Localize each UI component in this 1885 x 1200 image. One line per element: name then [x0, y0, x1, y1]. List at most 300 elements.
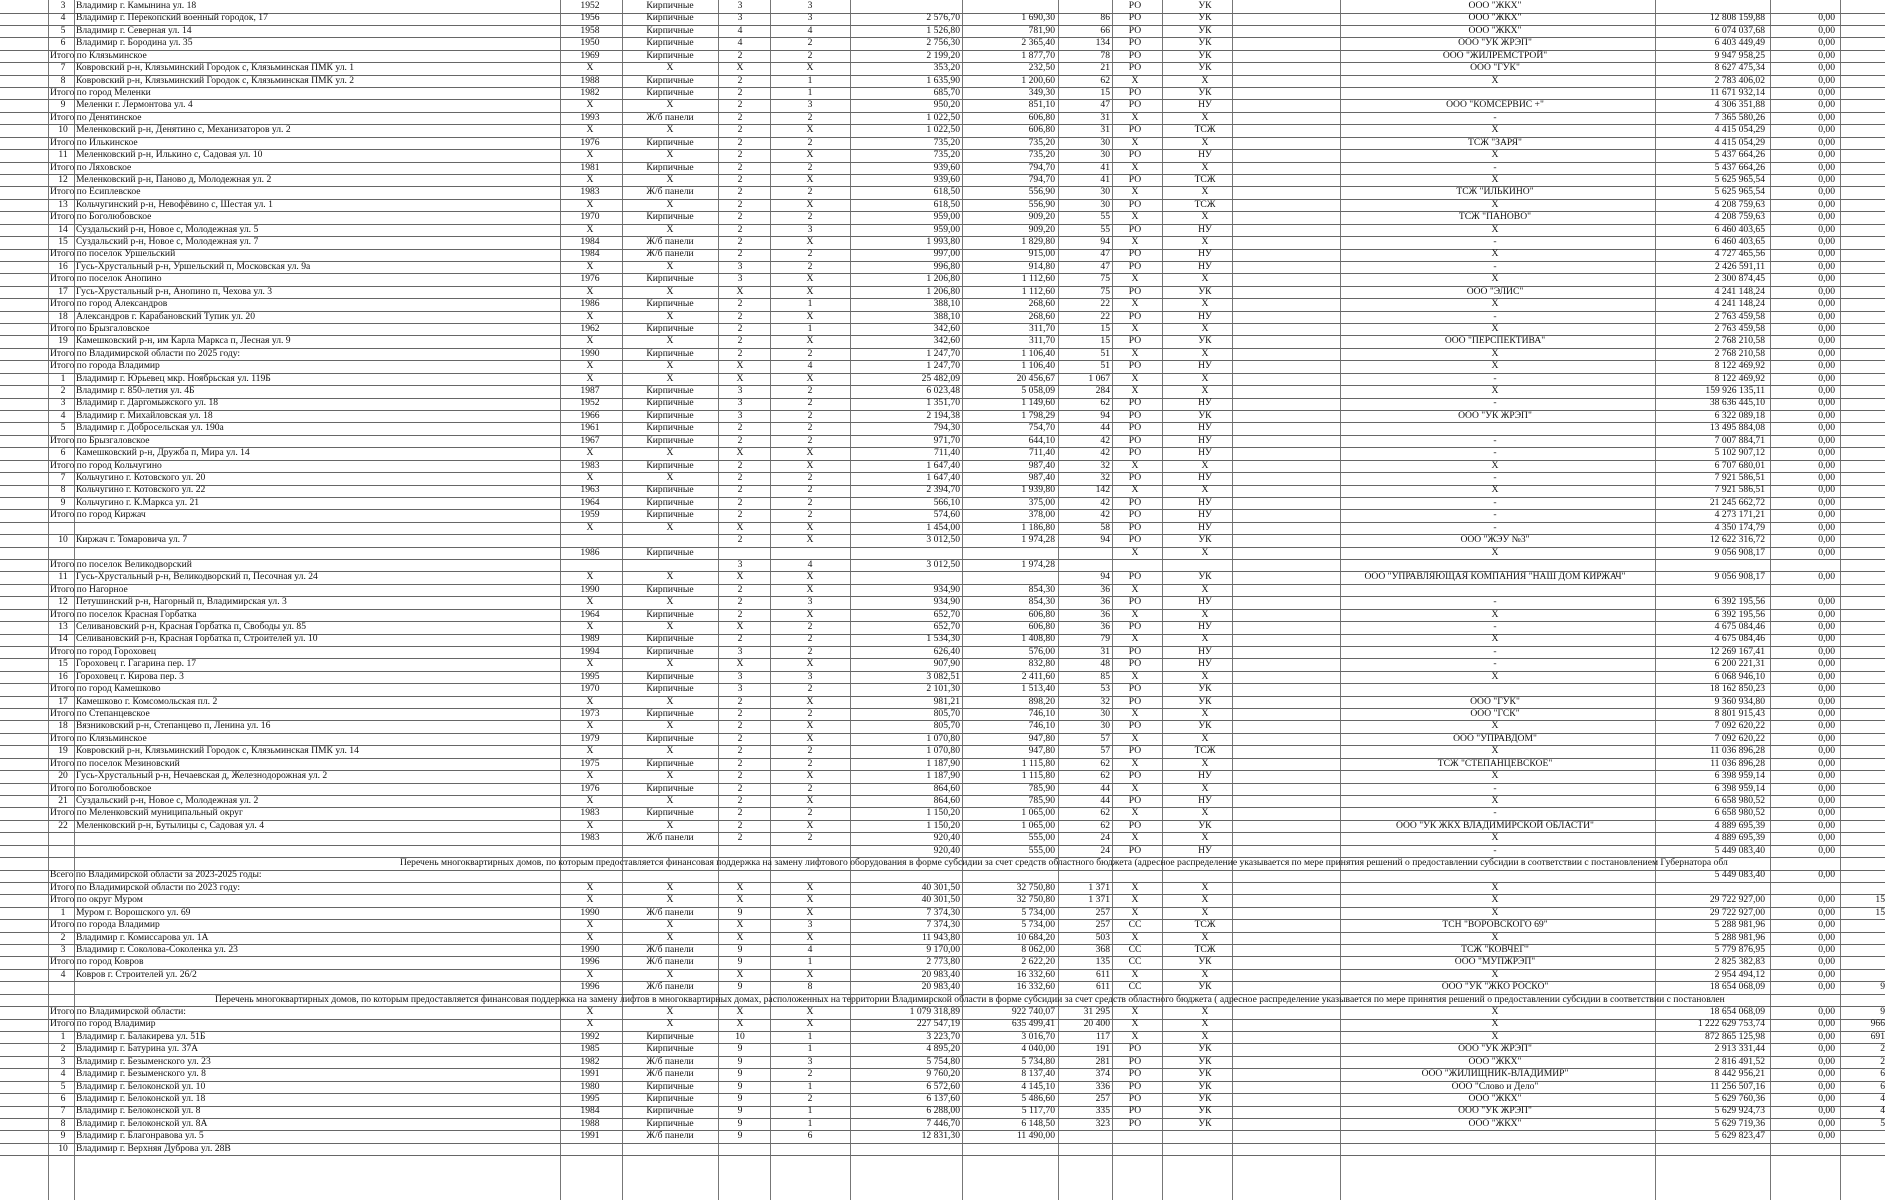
cell-people: 94: [1100, 571, 1110, 583]
cell-addr: Камешковский р-н, Дружба п, Мира ул. 14: [76, 447, 250, 459]
cell-mat: Кирпичные: [646, 385, 694, 396]
cell-floors: 2: [737, 707, 743, 719]
cell-people: 503: [1095, 931, 1110, 943]
cell-living: 16 332,60: [1016, 968, 1055, 980]
cell-cost: 159 926 135,11: [1705, 385, 1765, 396]
cell-area: 934,90: [933, 596, 960, 608]
cell-year: X: [586, 360, 594, 372]
cell-org: X: [1491, 1018, 1499, 1030]
cell-cost: 7 921 586,51: [1714, 484, 1765, 496]
cell-area: 981,21: [933, 695, 960, 707]
cell-living: 606,80: [1028, 124, 1055, 136]
cell-lifts: X: [806, 894, 814, 906]
cell-own: X: [1131, 782, 1139, 794]
cell-own: СС: [1128, 981, 1142, 993]
cell-year: 1983: [580, 832, 600, 844]
cell-addr: Суздальский р-н, Новое с, Молодежная ул. 2: [76, 794, 259, 806]
cell-people: 55: [1100, 211, 1110, 223]
cell-org: ООО "ЖКХ": [1468, 1055, 1522, 1067]
cell-c14: 0,00: [1818, 198, 1835, 210]
cell-mat: Кирпичные: [646, 422, 694, 434]
cell-cost: 5 102 907,12: [1714, 447, 1765, 459]
cell-floors: 9: [737, 956, 743, 968]
cell-no: 6: [60, 447, 66, 459]
cell-people: 31: [1100, 111, 1110, 123]
cell-cost: 8 442 956,21: [1714, 1068, 1765, 1080]
cell-c14: 0,00: [1818, 472, 1835, 483]
cell-cost: 4 273 171,21: [1714, 509, 1765, 521]
cell-c15: 6: [1880, 1068, 1885, 1080]
cell-floors: X: [736, 621, 744, 632]
cell-floors: 9: [737, 906, 743, 918]
cell-mat: X: [666, 720, 674, 732]
cell-lifts: 8: [807, 981, 813, 993]
cell-year: 1970: [580, 683, 600, 695]
cell-year: 1986: [580, 298, 600, 310]
cell-cost: 872 865 125,98: [1705, 1030, 1765, 1042]
cell-mat: X: [666, 124, 674, 136]
cell-floors: 4: [737, 24, 743, 36]
cell-no: 2: [60, 1043, 66, 1055]
cell-no: 11: [58, 149, 68, 160]
cell-org: X: [1491, 459, 1499, 471]
cell-mat: Ж/б панели: [646, 956, 694, 968]
cell-mat: Кирпичные: [646, 273, 694, 285]
cell-org: ТСЖ "КОВЧЕГ": [1461, 943, 1529, 955]
cell-addr: Владимир г. Комиссарова ул. 1А: [76, 931, 209, 943]
cell-lifts: 1: [807, 956, 813, 968]
cell-year: 1985: [580, 1043, 600, 1055]
cell-addr: Итого по город Владимир: [50, 1018, 156, 1030]
cell-org: -: [1493, 397, 1497, 409]
cell-mat: X: [666, 571, 674, 583]
cell-mat: X: [666, 894, 674, 906]
cell-people: 62: [1100, 807, 1110, 819]
cell-addr: Камешково г. Комсомольская пл. 2: [76, 695, 218, 707]
cell-year: 1988: [580, 74, 600, 86]
cell-people: 85: [1100, 670, 1110, 682]
cell-mat: X: [666, 596, 674, 608]
cell-c14: 0,00: [1818, 74, 1835, 86]
cell-mgmt: УК: [1198, 720, 1212, 732]
cell-area: 1 022,50: [926, 124, 960, 136]
cell-own: РО: [1128, 62, 1142, 74]
cell-mgmt: УК: [1198, 819, 1212, 831]
cell-mgmt: НУ: [1198, 794, 1212, 806]
cell-people: 1 371: [1088, 894, 1110, 906]
cell-floors: 9: [737, 1093, 743, 1104]
cell-mgmt: X: [1201, 832, 1209, 844]
cell-mgmt: X: [1201, 546, 1209, 558]
cell-living: 4 145,10: [1021, 1080, 1055, 1092]
cell-no: 12: [58, 173, 68, 185]
cell-year: X: [586, 881, 594, 893]
cell-area: 1 635,90: [926, 74, 960, 86]
cell-own: РО: [1128, 645, 1142, 657]
cell-org: X: [1491, 223, 1499, 235]
cell-own: X: [1131, 273, 1139, 285]
cell-living: 576,00: [1028, 645, 1055, 657]
cell-lifts: X: [806, 658, 814, 670]
cell-year: 1958: [580, 24, 600, 36]
cell-people: 257: [1095, 906, 1110, 918]
cell-year: 1962: [580, 322, 600, 334]
cell-area: 6 137,60: [926, 1093, 960, 1104]
cell-floors: 3: [737, 385, 743, 396]
cell-area: 1 526,80: [926, 24, 960, 36]
cell-c14: 0,00: [1818, 447, 1835, 459]
cell-lifts: 2: [807, 633, 813, 645]
cell-org: -: [1493, 496, 1497, 508]
cell-c15: 966: [1870, 1018, 1885, 1030]
cell-area: 1 534,30: [926, 633, 960, 645]
cell-mgmt: УК: [1198, 1117, 1212, 1129]
cell-year: 1984: [580, 248, 600, 260]
cell-mat: X: [666, 173, 674, 185]
cell-no: 20: [58, 770, 68, 781]
cell-org: ТСЖ "ПАНОВО": [1458, 211, 1532, 223]
cell-own: РО: [1128, 521, 1142, 533]
cell-cost: 2 783 406,02: [1714, 74, 1765, 86]
cell-floors: 2: [737, 211, 743, 223]
cell-own: РО: [1128, 310, 1142, 322]
cell-living: 754,70: [1028, 422, 1055, 434]
cell-mat: Кирпичные: [646, 409, 694, 421]
cell-living: 2 365,40: [1021, 37, 1055, 49]
cell-people: 36: [1100, 596, 1110, 608]
cell-mat: Кирпичные: [646, 496, 694, 508]
cell-year: 1959: [580, 509, 600, 521]
cell-people: 66: [1100, 24, 1110, 36]
cell-year: 1982: [580, 86, 600, 98]
cell-area: 959,00: [933, 211, 960, 223]
cell-year: X: [586, 198, 594, 210]
cell-org: X: [1491, 347, 1499, 359]
cell-addr: Владимир г. Благонравова ул. 5: [76, 1130, 204, 1142]
cell-lifts: 2: [807, 49, 813, 61]
cell-year: 1976: [580, 273, 600, 285]
cell-addr: Итого по город Камешково: [50, 683, 161, 695]
cell-org: ООО "УПРАВДОМ": [1453, 732, 1537, 744]
cell-area: 227 547,19: [916, 1018, 960, 1030]
cell-people: 94: [1100, 236, 1110, 247]
cell-year: 1966: [580, 409, 600, 421]
cell-own: X: [1131, 807, 1139, 819]
cell-own: X: [1131, 894, 1139, 906]
cell-addr: Владимир г. Белоконской ул. 10: [76, 1080, 206, 1092]
cell-cost: 4 415 054,29: [1714, 124, 1765, 136]
cell-c14: 0,00: [1818, 509, 1835, 521]
cell-cost: 6 068 946,10: [1714, 670, 1765, 682]
cell-floors: 3: [737, 683, 743, 695]
cell-own: РО: [1128, 1055, 1142, 1067]
cell-lifts: 2: [807, 136, 813, 148]
cell-lifts: X: [806, 968, 814, 980]
cell-area: 4 895,20: [926, 1043, 960, 1055]
cell-living: 1 106,40: [1021, 360, 1055, 372]
cell-c14: 0,00: [1818, 1018, 1835, 1030]
cell-area: 1 187,90: [926, 770, 960, 781]
cell-floors: 2: [737, 770, 743, 781]
cell-lifts: 2: [807, 397, 813, 409]
cell-people: 30: [1100, 149, 1110, 160]
cell-mgmt: НУ: [1198, 422, 1212, 434]
cell-living: 5 058,09: [1021, 385, 1055, 396]
cell-living: 1 829,80: [1021, 236, 1055, 247]
cell-living: 1 798,29: [1021, 409, 1055, 421]
cell-addr: Гороховец г. Кирова пер. 3: [76, 670, 184, 682]
cell-cost: 2 426 591,11: [1714, 260, 1765, 272]
cell-living: 311,70: [1028, 335, 1055, 347]
cell-cost: 4 241 148,24: [1714, 285, 1765, 297]
cell-cost: 4 889 695,39: [1714, 819, 1765, 831]
cell-lifts: 3: [807, 12, 813, 24]
cell-mgmt: X: [1201, 906, 1209, 918]
cell-own: X: [1131, 608, 1139, 620]
cell-area: 1 247,70: [926, 360, 960, 372]
cell-lifts: 3: [807, 1055, 813, 1067]
cell-floors: X: [736, 571, 744, 583]
cell-addr: Владимир г. Михайловская ул. 18: [76, 409, 213, 421]
cell-addr: Владимир г. Даргомыжского ул. 18: [76, 397, 219, 409]
cell-cost: 29 722 927,00: [1709, 894, 1765, 906]
cell-c14: 0,00: [1818, 298, 1835, 310]
cell-mat: Кирпичные: [646, 347, 694, 359]
cell-living: 5 734,00: [1021, 906, 1055, 918]
cell-mat: X: [666, 819, 674, 831]
cell-c14: 0,00: [1818, 832, 1835, 844]
cell-cost: 6 658 980,52: [1714, 807, 1765, 819]
cell-people: 32: [1100, 472, 1110, 483]
cell-cost: 18 654 068,09: [1709, 1006, 1765, 1017]
cell-own: РО: [1128, 37, 1142, 49]
cell-c14: 0,00: [1818, 161, 1835, 173]
cell-addr: Кольчугино г. Котовского ул. 22: [76, 484, 206, 496]
cell-own: РО: [1128, 534, 1142, 546]
cell-c14: 0,00: [1818, 546, 1835, 558]
cell-org: X: [1491, 745, 1499, 757]
cell-people: 30: [1100, 198, 1110, 210]
cell-cost: 18 162 850,23: [1709, 683, 1765, 695]
cell-mgmt: НУ: [1198, 509, 1212, 521]
cell-addr: Итого по поселок Красная Горбатка: [50, 608, 197, 620]
cell-cost: 5 629 719,36: [1714, 1117, 1765, 1129]
cell-floors: 2: [737, 223, 743, 235]
cell-floors: 3: [737, 260, 743, 272]
cell-living: 1 513,40: [1021, 683, 1055, 695]
cell-own: X: [1131, 459, 1139, 471]
cell-c15: 15: [1875, 894, 1885, 906]
cell-people: 22: [1100, 310, 1110, 322]
cell-c14: 0,00: [1818, 37, 1835, 49]
cell-year: X: [586, 894, 594, 906]
cell-mgmt: ТСЖ: [1194, 173, 1216, 185]
cell-cost: 4 306 351,88: [1714, 99, 1765, 111]
cell-living: 1 106,40: [1021, 347, 1055, 359]
cell-living: 6 148,50: [1021, 1117, 1055, 1129]
cell-addr: Итого по поселок Уршельский: [50, 248, 176, 260]
cell-no: 21: [58, 794, 68, 806]
cell-living: 10 684,20: [1016, 931, 1055, 943]
cell-cost: 4 889 695,39: [1714, 832, 1765, 844]
cell-people: 30: [1100, 136, 1110, 148]
cell-org: -: [1493, 111, 1497, 123]
cell-living: 914,80: [1028, 260, 1055, 272]
cell-lifts: X: [806, 931, 814, 943]
cell-floors: 2: [737, 298, 743, 310]
cell-org: X: [1491, 546, 1499, 558]
cell-living: 1 065,00: [1021, 807, 1055, 819]
cell-cost: 11 256 507,16: [1710, 1080, 1765, 1092]
cell-lifts: 2: [807, 422, 813, 434]
cell-cost: 11 036 896,28: [1710, 745, 1765, 757]
cell-mat: X: [666, 360, 674, 372]
cell-mat: Кирпичные: [646, 1117, 694, 1129]
cell-c14: 0,00: [1818, 534, 1835, 546]
cell-own: X: [1131, 1018, 1139, 1030]
cell-floors: X: [736, 1006, 744, 1017]
cell-addr: Меленковский р-н, Денятино с, Механизаторов ул. 2: [76, 124, 291, 136]
cell-lifts: 2: [807, 807, 813, 819]
cell-lifts: 2: [807, 111, 813, 123]
cell-floors: 9: [737, 981, 743, 993]
cell-c14: 0,00: [1818, 409, 1835, 421]
cell-living: 785,90: [1028, 782, 1055, 794]
cell-cost: 4 208 759,63: [1714, 198, 1765, 210]
cell-area: 2 101,30: [926, 683, 960, 695]
cell-floors: 2: [737, 173, 743, 185]
cell-mgmt: УК: [1198, 285, 1212, 297]
cell-year: 1989: [580, 633, 600, 645]
cell-lifts: 2: [807, 745, 813, 757]
cell-org: X: [1491, 608, 1499, 620]
cell-cost: 1 222 629 753,74: [1697, 1018, 1765, 1030]
cell-lifts: 2: [807, 472, 813, 483]
cell-no: 8: [60, 484, 66, 496]
cell-floors: 2: [737, 832, 743, 844]
cell-living: 556,90: [1028, 186, 1055, 198]
cell-people: 135: [1095, 956, 1110, 968]
cell-floors: 9: [737, 1105, 743, 1117]
cell-area: 735,20: [933, 149, 960, 160]
cell-floors: 2: [737, 161, 743, 173]
cell-org: X: [1491, 248, 1499, 260]
cell-year: 1988: [580, 1117, 600, 1129]
cell-year: 1994: [580, 645, 600, 657]
cell-area: 7 446,70: [926, 1117, 960, 1129]
cell-people: 32: [1100, 459, 1110, 471]
cell-living: 735,20: [1028, 149, 1055, 160]
cell-addr: Итого по Владимирской области по 2023 году:: [50, 881, 241, 893]
cell-area: 11 943,80: [921, 931, 960, 943]
cell-people: 21: [1100, 62, 1110, 74]
cell-floors: 2: [737, 757, 743, 769]
cell-cost: 7 007 884,71: [1714, 434, 1765, 446]
cell-people: 94: [1100, 534, 1110, 546]
cell-no: 2: [60, 931, 66, 943]
cell-living: 268,60: [1028, 310, 1055, 322]
cell-org: ООО "Слово и Дело": [1451, 1080, 1539, 1092]
cell-addr: Владимир г. Белоконской ул. 18: [76, 1093, 206, 1104]
cell-area: 971,70: [933, 434, 960, 446]
cell-own: X: [1131, 236, 1139, 247]
cell-living: 644,10: [1028, 434, 1055, 446]
cell-own: РО: [1128, 1105, 1142, 1117]
cell-area: 20 983,40: [921, 968, 960, 980]
cell-mgmt: X: [1201, 74, 1209, 86]
cell-addr: Александров г. Карабановский Тупик ул. 20: [76, 310, 255, 322]
cell-own: РО: [1128, 1117, 1142, 1129]
cell-own: X: [1131, 931, 1139, 943]
cell-mat: Кирпичные: [646, 546, 694, 558]
cell-addr: Итого по Степанцевское: [50, 707, 150, 719]
cell-addr: Владимир г. Северная ул. 14: [76, 24, 192, 36]
cell-people: 36: [1100, 583, 1110, 595]
cell-floors: 2: [737, 322, 743, 334]
cell-lifts: 2: [807, 707, 813, 719]
cell-addr: Итого по Клязьминское: [50, 49, 147, 61]
cell-area: 1 206,80: [926, 273, 960, 285]
cell-mat: Кирпичные: [646, 298, 694, 310]
cell-living: 746,10: [1028, 707, 1055, 719]
cell-cost: 5 779 876,95: [1714, 943, 1765, 955]
cell-year: 1976: [580, 782, 600, 794]
cell-living: 1 065,00: [1021, 819, 1055, 831]
cell-floors: 2: [737, 596, 743, 608]
cell-area: 2 194,38: [926, 409, 960, 421]
cell-c14: 0,00: [1818, 956, 1835, 968]
cell-cost: 4 415 054,29: [1714, 136, 1765, 148]
cell-mat: X: [666, 372, 674, 384]
cell-area: 2 199,20: [926, 49, 960, 61]
cell-org: X: [1491, 670, 1499, 682]
cell-mgmt: УК: [1198, 1055, 1212, 1067]
cell-org: ООО "УК "ЖКО РОСКО": [1441, 981, 1549, 993]
cell-floors: X: [736, 658, 744, 670]
cell-lifts: X: [806, 236, 814, 247]
cell-people: 31 295: [1083, 1006, 1110, 1017]
cell-area: 652,70: [933, 608, 960, 620]
cell-c14: 0,00: [1818, 1006, 1835, 1017]
cell-floors: 4: [737, 37, 743, 49]
cell-own: РО: [1128, 794, 1142, 806]
cell-area: 959,00: [933, 223, 960, 235]
cell-floors: 2: [737, 136, 743, 148]
cell-own: СС: [1128, 943, 1142, 955]
cell-addr: Гусь-Хрустальный р-н, Уршельский п, Московская ул. 9а: [76, 260, 311, 272]
cell-mgmt: X: [1201, 670, 1209, 682]
cell-living: 1 186,80: [1021, 521, 1055, 533]
cell-living: 1 115,80: [1021, 770, 1055, 781]
cell-org: X: [1491, 931, 1499, 943]
cell-area: 7 374,30: [926, 906, 960, 918]
cell-c14: 0,00: [1818, 136, 1835, 148]
cell-addr: Камешковский р-н, им Карла Маркса п, Лесная ул. 9: [76, 335, 291, 347]
cell-floors: 9: [737, 1130, 743, 1142]
cell-c15: 2: [1880, 1055, 1885, 1067]
cell-own: РО: [1128, 86, 1142, 98]
cell-c14: 0,00: [1818, 347, 1835, 359]
cell-c14: 0,00: [1818, 223, 1835, 235]
cell-living: 1 877,70: [1021, 49, 1055, 61]
cell-cost: 8 801 915,43: [1714, 707, 1765, 719]
cell-mat: Кирпичные: [646, 670, 694, 682]
cell-living: 909,20: [1028, 223, 1055, 235]
cell-c14: 0,00: [1818, 1130, 1835, 1142]
cell-cost: 6 398 959,14: [1714, 782, 1765, 794]
cell-c15: 691: [1870, 1030, 1885, 1042]
cell-mgmt: X: [1201, 347, 1209, 359]
